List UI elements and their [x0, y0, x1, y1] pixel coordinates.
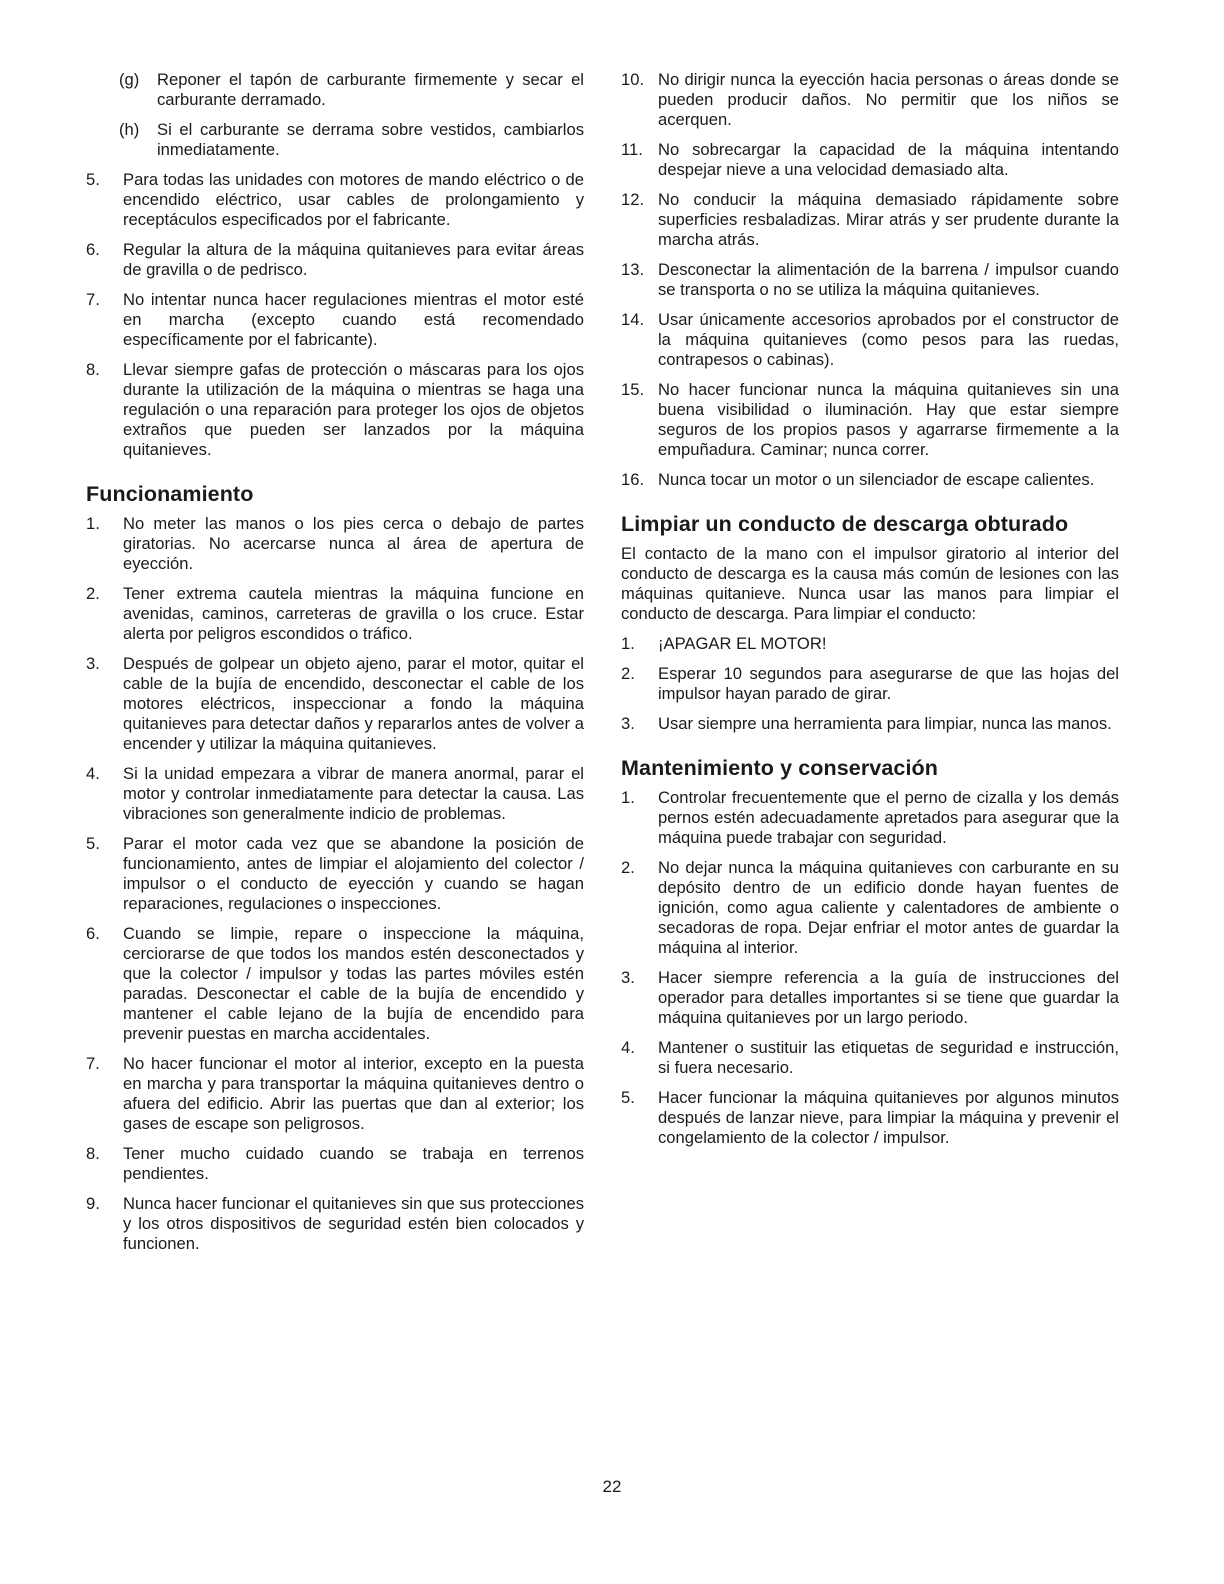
item-number: 2.: [621, 664, 635, 683]
item-number: 7.: [86, 1054, 100, 1073]
list-item: [621, 310, 1119, 370]
item-number: 9.: [86, 1194, 100, 1213]
item-text: ¡APAGAR EL MOTOR!: [658, 634, 827, 653]
list-item: [86, 584, 584, 644]
list-item: [621, 968, 1119, 1028]
list-item: [621, 380, 1119, 460]
item-number: (h): [119, 120, 140, 139]
item-number: 2.: [621, 858, 635, 877]
item-number: 7.: [86, 290, 100, 309]
item-number: 10.: [621, 70, 645, 89]
item-number: 2.: [86, 584, 100, 603]
list-item: [86, 360, 584, 460]
item-text: No hacer funcionar el motor al interior, excepto en la puesta en marcha y para transportar la máquina quitanieves dentro o afuera del edificio. Abrir las puertas que dan al exterior; los gases de escape son peligrosos.: [123, 1054, 584, 1133]
list-item: [621, 714, 1119, 734]
list-item: [621, 858, 1119, 958]
list-item: [621, 190, 1119, 250]
item-number: (g): [119, 70, 140, 89]
list-item: [86, 764, 584, 824]
item-number: 13.: [621, 260, 645, 279]
list-item: [86, 70, 584, 110]
item-text: Para todas las unidades con motores de mando eléctrico o de encendido eléctrico, usar cables de prolongamiento y receptáculos especificados por el fabricante.: [123, 170, 584, 229]
item-text: No dirigir nunca la eyección hacia personas o áreas donde se pueden producir daños. No permitir que los niños se acerquen.: [658, 70, 1119, 129]
item-text: No hacer funcionar nunca la máquina quitanieves sin una buena visibilidad o iluminación. Hay que estar siempre seguros de los propios pasos y agarrarse firmemente a la empuñadura. Caminar; nunca correr.: [658, 380, 1119, 459]
left-column: [86, 70, 584, 1264]
list-item: [86, 240, 584, 280]
item-number: 5.: [86, 170, 100, 189]
item-number: 5.: [86, 834, 100, 853]
list-item: [86, 514, 584, 574]
item-number: 4.: [86, 764, 100, 783]
item-number: 1.: [86, 514, 100, 533]
intro-list: [86, 70, 584, 460]
item-number: 12.: [621, 190, 645, 209]
item-number: 11.: [621, 140, 643, 159]
list-item: [621, 664, 1119, 704]
section-heading-mantenimiento: Mantenimiento y conservación: [621, 756, 939, 780]
item-number: 1.: [621, 788, 635, 807]
list-item: [86, 834, 584, 914]
list-item: [86, 1194, 584, 1254]
item-text: Si la unidad empezara a vibrar de manera anormal, parar el motor y controlar inmediatamente para detectar la causa. Las vibraciones son generalmente indicio de problemas.: [123, 764, 584, 823]
item-number: 3.: [621, 968, 635, 987]
item-text: Esperar 10 segundos para asegurarse de que las hojas del impulsor hayan parado de girar.: [658, 664, 1119, 703]
item-text: Después de golpear un objeto ajeno, parar el motor, quitar el cable de la bujía de encendido, desconectar el cable de los motores eléctricos, inspeccionar a fondo la máquina quitanieves para detectar daños y repararlos antes de volver a encender y utilizar la máquina quitanieves.: [123, 654, 584, 753]
funcionamiento-list: [86, 514, 584, 1254]
item-text: Usar siempre una herramienta para limpiar, nunca las manos.: [658, 714, 1112, 733]
list-item: [621, 260, 1119, 300]
list-item: [621, 70, 1119, 130]
item-text: Controlar frecuentemente que el perno de cizalla y los demás pernos estén adecuadamente apretados para asegurar que la máquina puede trabajar con seguridad.: [658, 788, 1119, 847]
item-text: Mantener o sustituir las etiquetas de seguridad e instrucción, si fuera necesario.: [658, 1038, 1119, 1077]
limpiar-list: [621, 634, 1119, 734]
item-text: Nunca hacer funcionar el quitanieves sin que sus protecciones y los otros dispositivos de seguridad estén bien colocados y funcionen.: [123, 1194, 584, 1253]
item-text: Si el carburante se derrama sobre vestidos, cambiarlos inmediatamente.: [157, 120, 584, 159]
item-number: 3.: [621, 714, 635, 733]
list-item: [621, 470, 1119, 490]
item-text: Tener extrema cautela mientras la máquina funcione en avenidas, caminos, carreteras de gravilla o los cruce. Estar alerta por peligros escondidos o tráfico.: [123, 584, 584, 643]
list-item: [86, 170, 584, 230]
item-text: Hacer siempre referencia a la guía de instrucciones del operador para detalles importantes si se tiene que guardar la máquina quitanieves por un largo periodo.: [658, 968, 1119, 1027]
item-text: Llevar siempre gafas de protección o máscaras para los ojos durante la utilización de la máquina o mientras se haga una regulación o una reparación para proteger los ojos de objetos extraños que pueden ser lanzados por la máquina quitanieves.: [123, 360, 584, 459]
list-item: [621, 1088, 1119, 1148]
item-text: Nunca tocar un motor o un silenciador de escape calientes.: [658, 470, 1095, 489]
item-number: 1.: [621, 634, 635, 653]
item-text: No dejar nunca la máquina quitanieves con carburante en su depósito dentro de un edificio donde hayan fuentes de ignición, como agua caliente y calentadores de ambiente o secadoras de ropa. Dejar enfriar el motor antes de guardar la máquina al interior.: [658, 858, 1119, 957]
list-item: [86, 120, 584, 160]
item-text: Tener mucho cuidado cuando se trabaja en terrenos pendientes.: [123, 1144, 584, 1183]
section-heading-funcionamiento: Funcionamiento: [86, 482, 254, 506]
item-text: No sobrecargar la capacidad de la máquina intentando despejar nieve a una velocidad demasiado alta.: [658, 140, 1119, 179]
item-text: Reponer el tapón de carburante firmemente y secar el carburante derramado.: [157, 70, 584, 109]
item-text: No conducir la máquina demasiado rápidamente sobre superficies resbaladizas. Mirar atrás y ser prudente durante la marcha atrás.: [658, 190, 1119, 249]
item-number: 8.: [86, 1144, 100, 1163]
item-text: Regular la altura de la máquina quitanieves para evitar áreas de gravilla o de pedrisco.: [123, 240, 584, 279]
list-item: [621, 788, 1119, 848]
item-number: 6.: [86, 924, 100, 943]
list-item: [621, 1038, 1119, 1078]
list-item: [86, 924, 584, 1044]
list-item: [86, 1144, 584, 1184]
item-text: No intentar nunca hacer regulaciones mientras el motor esté en marcha (excepto cuando está recomendado específicamente por el fabricante).: [123, 290, 584, 349]
item-number: 5.: [621, 1088, 635, 1107]
limpiar-intro-paragraph: El contacto de la mano con el impulsor giratorio al interior del conducto de descarga es la causa más común de lesiones con las máquinas quitanieve. Nunca usar las manos para limpiar el conducto de descarga. Para limpiar el conducto:: [621, 544, 1119, 623]
page-number: 22: [602, 1477, 622, 1496]
item-number: 3.: [86, 654, 100, 673]
continued-list: [621, 70, 1119, 490]
item-text: No meter las manos o los pies cerca o debajo de partes giratorias. No acercarse nunca al área de apertura de eyección.: [123, 514, 584, 573]
item-number: 14.: [621, 310, 645, 329]
list-item: [86, 290, 584, 350]
list-item: [621, 140, 1119, 180]
item-text: Parar el motor cada vez que se abandone la posición de funcionamiento, antes de limpiar el alojamiento del colector / impulsor o el conducto de eyección y cuando se hagan reparaciones, regulaciones o inspecciones.: [123, 834, 584, 913]
right-column: [621, 70, 1119, 1158]
item-number: 16.: [621, 470, 645, 489]
list-item: [621, 634, 1119, 654]
list-item: [86, 654, 584, 754]
item-text: Usar únicamente accesorios aprobados por el constructor de la máquina quitanieves (como pesos para las ruedas, contrapesos o cabinas).: [658, 310, 1119, 369]
item-text: Hacer funcionar la máquina quitanieves por algunos minutos después de lanzar nieve, para limpiar la máquina y prevenir el congelamiento de la colector / impulsor.: [658, 1088, 1119, 1147]
mantenimiento-list: [621, 788, 1119, 1148]
item-number: 6.: [86, 240, 100, 259]
item-text: Desconectar la alimentación de la barrena / impulsor cuando se transporta o no se utiliza la máquina quitanieves.: [658, 260, 1119, 299]
list-item: [86, 1054, 584, 1134]
item-text: Cuando se limpie, repare o inspeccione la máquina, cerciorarse de que todos los mandos estén desconectados y que la colector / impulsor y todas las partes móviles estén paradas. Desconectar el cable de la bujía de encendido y mantener el cable lejano de la bujía de encendido para prevenir puestas en marcha accidentales.: [123, 924, 584, 1043]
section-heading-limpiar: Limpiar un conducto de descarga obturado: [621, 512, 1069, 536]
item-number: 4.: [621, 1038, 635, 1057]
item-number: 8.: [86, 360, 100, 379]
item-number: 15.: [621, 380, 645, 399]
